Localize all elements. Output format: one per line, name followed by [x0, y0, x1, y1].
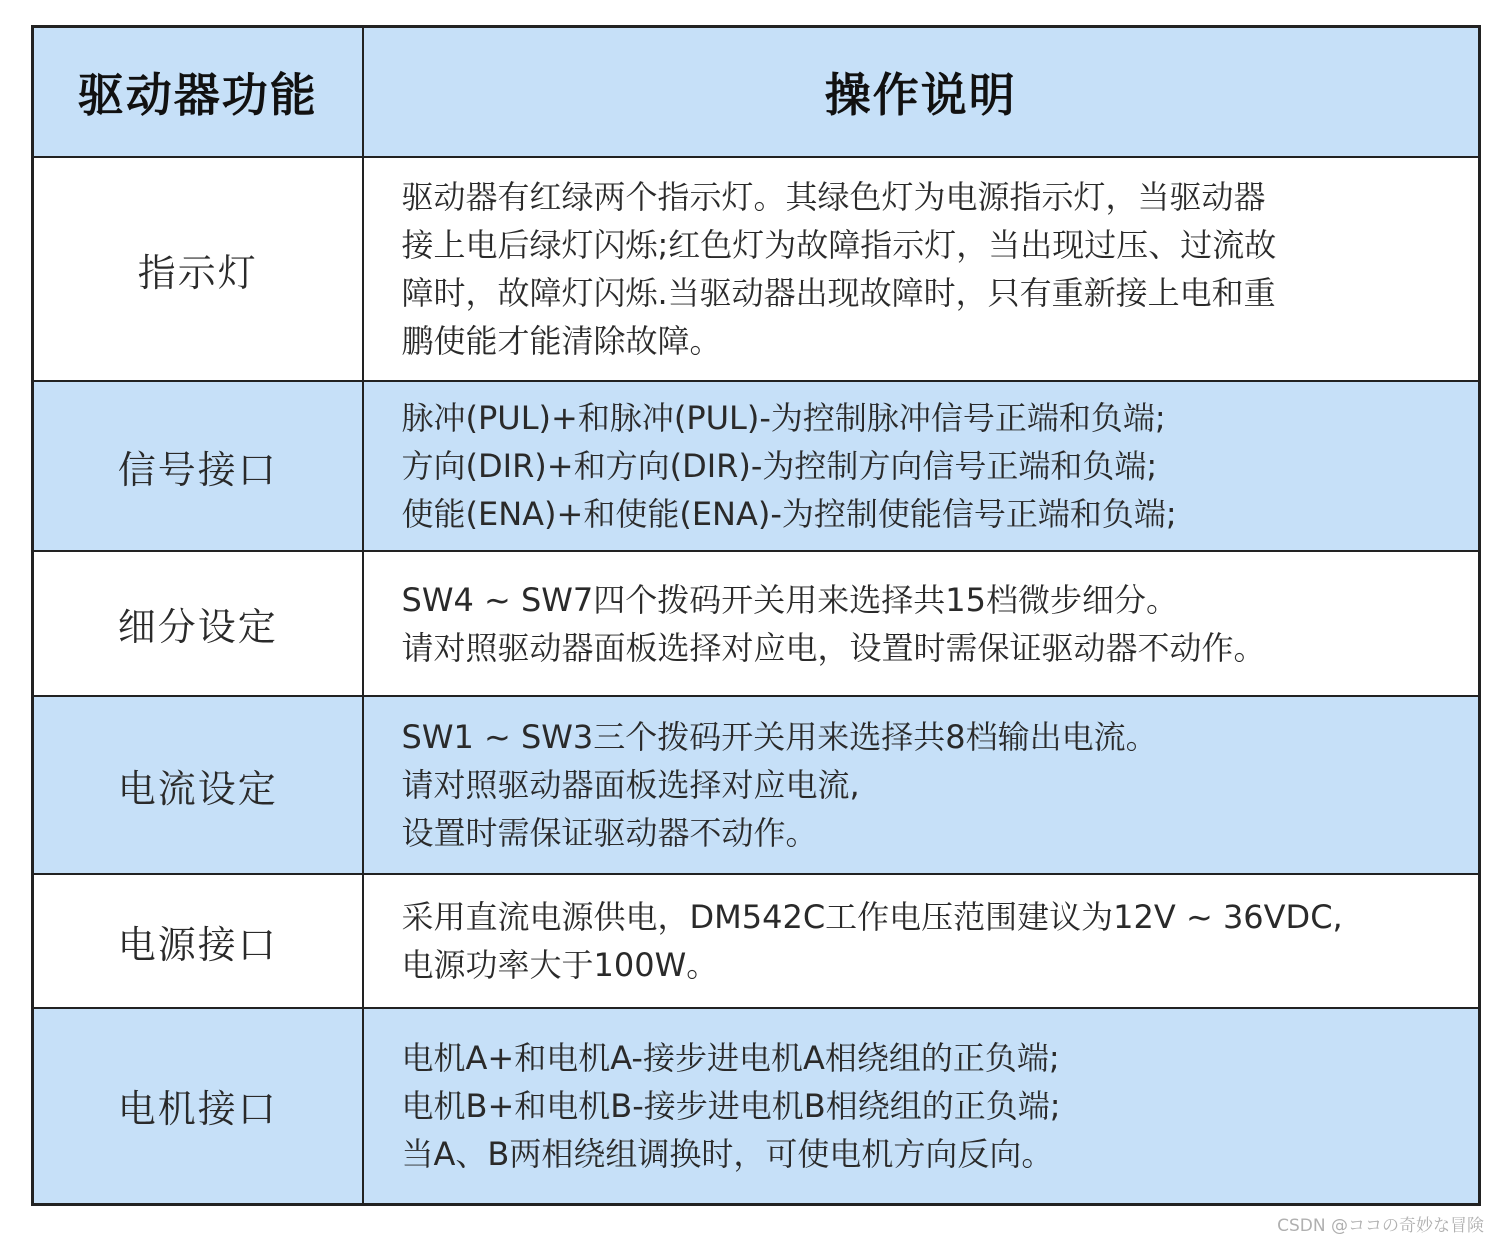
table-row — [33, 696, 1480, 874]
description-line: 接上电后绿灯闪烁;红色灯为故障指示灯，当出现过压、过流故 — [401, 226, 1277, 264]
description-line: 当A、B两相绕组调换时，可使电机方向反向。 — [401, 1134, 1054, 1173]
description-cell — [363, 1008, 1480, 1204]
function-cell: 电机接口 — [33, 1008, 363, 1204]
description-line: 请对照驱动器面板选择对应电流, — [401, 766, 860, 804]
description-cell — [363, 157, 1480, 381]
table-row — [33, 1008, 1480, 1204]
description-line: 障时，故障灯闪烁.当驱动器出现故障时，只有重新接上电和重 — [401, 274, 1276, 312]
description-cell — [363, 381, 1480, 551]
table-row — [33, 874, 1480, 1008]
table-row — [33, 551, 1480, 696]
description-line: 请对照驱动器面板选择对应电，设置时需保证驱动器不动作。 — [401, 628, 1266, 667]
description-cell — [363, 551, 1480, 696]
description-cell — [363, 874, 1480, 1008]
watermark: CSDN @ココの奇妙な冒険 — [1277, 1216, 1484, 1236]
header-description: 操作说明 — [363, 27, 1480, 158]
description-line: SW1 ~ SW3三个拨码开关用来选择共8档输出电流。 — [401, 718, 1158, 756]
header-function: 驱动器功能 — [33, 27, 363, 158]
function-cell: 细分设定 — [33, 551, 363, 696]
description-line: 鹏使能才能清除故障。 — [401, 322, 722, 360]
function-cell: 信号接口 — [33, 381, 363, 551]
table-row — [33, 381, 1480, 551]
function-cell: 指示灯 — [33, 157, 363, 381]
function-cell: 电流设定 — [33, 696, 363, 874]
description-cell — [363, 696, 1480, 874]
description-line: 使能(ENA)+和使能(ENA)-为控制使能信号正端和负端; — [401, 495, 1177, 533]
driver-function-table — [31, 25, 1481, 1206]
description-line: 驱动器有红绿两个指示灯。其绿色灯为电源指示灯，当驱动器 — [401, 178, 1266, 216]
description-line: 设置时需保证驱动器不动作。 — [401, 814, 818, 852]
function-cell: 电源接口 — [33, 874, 363, 1008]
description-line: 采用直流电源供电，DM542C工作电压范围建议为12V ~ 36VDC, — [401, 898, 1343, 936]
table-row — [33, 157, 1480, 381]
table-header-row — [33, 27, 1480, 158]
description-line: 电源功率大于100W。 — [401, 946, 719, 984]
description-line: 电机B+和电机B-接步进电机B相绕组的正负端; — [401, 1086, 1061, 1125]
description-line: 电机A+和电机A-接步进电机A相绕组的正负端; — [401, 1038, 1060, 1077]
description-line: 脉冲(PUL)+和脉冲(PUL)-为控制脉冲信号正端和负端; — [401, 399, 1166, 437]
description-line: 方向(DIR)+和方向(DIR)-为控制方向信号正端和负端; — [401, 447, 1158, 485]
description-line: SW4 ~ SW7四个拨码开关用来选择共15档微步细分。 — [401, 580, 1179, 619]
